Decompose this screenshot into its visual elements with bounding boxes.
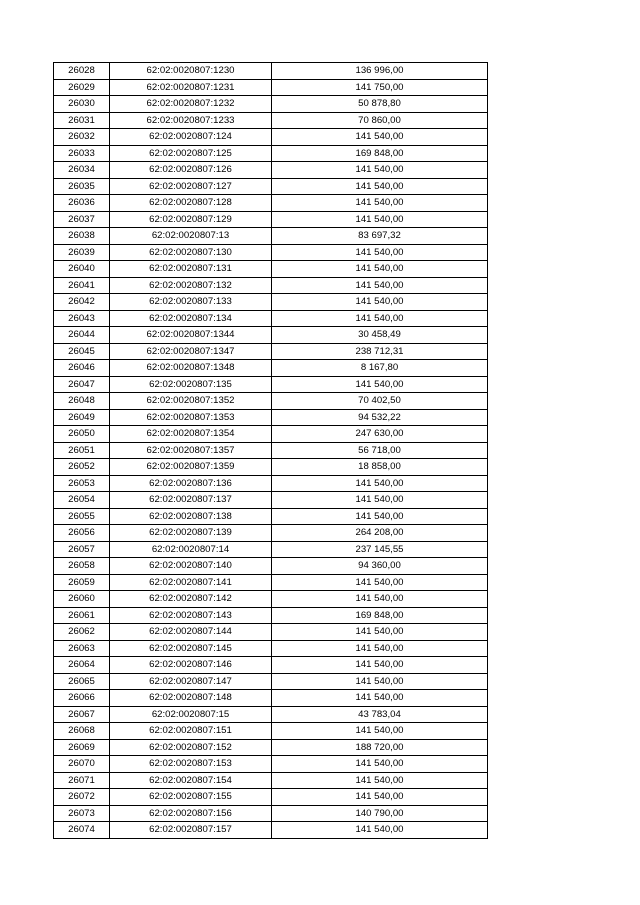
table-row (54, 426, 488, 443)
value-cell: 70 860,00 (272, 112, 488, 129)
table-row (54, 244, 488, 261)
table-row (54, 640, 488, 657)
value-cell: 141 540,00 (272, 492, 488, 509)
value-cell: 140 790,00 (272, 805, 488, 822)
cadastral-number-cell: 62:02:0020807:1354 (110, 426, 272, 443)
table-row (54, 690, 488, 707)
row-number-cell: 26059 (54, 574, 110, 591)
value-cell: 141 540,00 (272, 624, 488, 641)
row-number-cell: 26068 (54, 723, 110, 740)
row-number-cell: 26049 (54, 409, 110, 426)
table-row (54, 492, 488, 509)
row-number-cell: 26037 (54, 211, 110, 228)
cadastral-number-cell: 62:02:0020807:147 (110, 673, 272, 690)
row-number-cell: 26056 (54, 525, 110, 542)
value-cell: 141 540,00 (272, 574, 488, 591)
table-row (54, 442, 488, 459)
row-number-cell: 26046 (54, 360, 110, 377)
cadastral-number-cell: 62:02:0020807:14 (110, 541, 272, 558)
row-number-cell: 26071 (54, 772, 110, 789)
table-row (54, 723, 488, 740)
cadastral-number-cell: 62:02:0020807:1353 (110, 409, 272, 426)
value-cell: 141 540,00 (272, 657, 488, 674)
row-number-cell: 26051 (54, 442, 110, 459)
row-number-cell: 26067 (54, 706, 110, 723)
cadastral-number-cell: 62:02:0020807:140 (110, 558, 272, 575)
table-row (54, 228, 488, 245)
table-row (54, 739, 488, 756)
cadastral-number-cell: 62:02:0020807:156 (110, 805, 272, 822)
row-number-cell: 26054 (54, 492, 110, 509)
value-cell: 30 458,49 (272, 327, 488, 344)
value-cell: 141 540,00 (272, 178, 488, 195)
row-number-cell: 26060 (54, 591, 110, 608)
table-row (54, 756, 488, 773)
cadastral-number-cell: 62:02:0020807:132 (110, 277, 272, 294)
table-body (54, 63, 488, 839)
cadastral-number-cell: 62:02:0020807:127 (110, 178, 272, 195)
value-cell: 141 540,00 (272, 772, 488, 789)
value-cell: 169 848,00 (272, 607, 488, 624)
table-row (54, 261, 488, 278)
row-number-cell: 26041 (54, 277, 110, 294)
table-row (54, 624, 488, 641)
table-row (54, 63, 488, 80)
row-number-cell: 26031 (54, 112, 110, 129)
row-number-cell: 26032 (54, 129, 110, 146)
cadastral-number-cell: 62:02:0020807:137 (110, 492, 272, 509)
row-number-cell: 26034 (54, 162, 110, 179)
table-row (54, 574, 488, 591)
table-row (54, 145, 488, 162)
value-cell: 141 540,00 (272, 508, 488, 525)
row-number-cell: 26038 (54, 228, 110, 245)
value-cell: 141 540,00 (272, 789, 488, 806)
cadastral-number-cell: 62:02:0020807:157 (110, 822, 272, 839)
value-cell: 70 402,50 (272, 393, 488, 410)
value-cell: 238 712,31 (272, 343, 488, 360)
cadastral-number-cell: 62:02:0020807:1359 (110, 459, 272, 476)
table-row (54, 277, 488, 294)
value-cell: 141 540,00 (272, 261, 488, 278)
value-cell: 50 878,80 (272, 96, 488, 113)
value-cell: 8 167,80 (272, 360, 488, 377)
cadastral-number-cell: 62:02:0020807:130 (110, 244, 272, 261)
cadastral-number-cell: 62:02:0020807:1347 (110, 343, 272, 360)
table-row (54, 195, 488, 212)
value-cell: 94 532,22 (272, 409, 488, 426)
table-row (54, 327, 488, 344)
cadastral-number-cell: 62:02:0020807:153 (110, 756, 272, 773)
value-cell: 141 540,00 (272, 244, 488, 261)
row-number-cell: 26040 (54, 261, 110, 278)
cadastral-number-cell: 62:02:0020807:143 (110, 607, 272, 624)
value-cell: 141 540,00 (272, 756, 488, 773)
table-row (54, 772, 488, 789)
cadastral-number-cell: 62:02:0020807:152 (110, 739, 272, 756)
row-number-cell: 26061 (54, 607, 110, 624)
value-cell: 247 630,00 (272, 426, 488, 443)
row-number-cell: 26070 (54, 756, 110, 773)
row-number-cell: 26058 (54, 558, 110, 575)
value-cell: 141 540,00 (272, 673, 488, 690)
cadastral-number-cell: 62:02:0020807:125 (110, 145, 272, 162)
cadastral-number-cell: 62:02:0020807:124 (110, 129, 272, 146)
cadastral-number-cell: 62:02:0020807:134 (110, 310, 272, 327)
cadastral-number-cell: 62:02:0020807:151 (110, 723, 272, 740)
cadastral-number-cell: 62:02:0020807:135 (110, 376, 272, 393)
table-row (54, 162, 488, 179)
cadastral-number-cell: 62:02:0020807:15 (110, 706, 272, 723)
cadastral-number-cell: 62:02:0020807:141 (110, 574, 272, 591)
row-number-cell: 26039 (54, 244, 110, 261)
cadastral-number-cell: 62:02:0020807:1233 (110, 112, 272, 129)
row-number-cell: 26042 (54, 294, 110, 311)
cadastral-number-cell: 62:02:0020807:142 (110, 591, 272, 608)
row-number-cell: 26047 (54, 376, 110, 393)
value-cell: 141 540,00 (272, 723, 488, 740)
row-number-cell: 26064 (54, 657, 110, 674)
cadastral-number-cell: 62:02:0020807:138 (110, 508, 272, 525)
table-row (54, 541, 488, 558)
value-cell: 43 783,04 (272, 706, 488, 723)
row-number-cell: 26065 (54, 673, 110, 690)
cadastral-number-cell: 62:02:0020807:129 (110, 211, 272, 228)
cadastral-number-cell: 62:02:0020807:154 (110, 772, 272, 789)
row-number-cell: 26029 (54, 79, 110, 96)
value-cell: 141 540,00 (272, 211, 488, 228)
table-row (54, 673, 488, 690)
value-cell: 141 540,00 (272, 376, 488, 393)
table-row (54, 211, 488, 228)
row-number-cell: 26043 (54, 310, 110, 327)
cadastral-number-cell: 62:02:0020807:1344 (110, 327, 272, 344)
table-row (54, 657, 488, 674)
value-cell: 141 540,00 (272, 640, 488, 657)
value-cell: 56 718,00 (272, 442, 488, 459)
cadastral-number-cell: 62:02:0020807:155 (110, 789, 272, 806)
value-cell: 141 540,00 (272, 129, 488, 146)
value-cell: 141 750,00 (272, 79, 488, 96)
value-cell: 94 360,00 (272, 558, 488, 575)
row-number-cell: 26044 (54, 327, 110, 344)
row-number-cell: 26033 (54, 145, 110, 162)
value-cell: 141 540,00 (272, 277, 488, 294)
table-row (54, 79, 488, 96)
row-number-cell: 26057 (54, 541, 110, 558)
cadastral-number-cell: 62:02:0020807:1230 (110, 63, 272, 80)
table-row (54, 558, 488, 575)
cadastral-number-cell: 62:02:0020807:131 (110, 261, 272, 278)
table-row (54, 178, 488, 195)
row-number-cell: 26035 (54, 178, 110, 195)
value-cell: 141 540,00 (272, 162, 488, 179)
cadastral-number-cell: 62:02:0020807:139 (110, 525, 272, 542)
cadastral-number-cell: 62:02:0020807:13 (110, 228, 272, 245)
table-row (54, 706, 488, 723)
cadastral-value-table (53, 62, 488, 839)
row-number-cell: 26063 (54, 640, 110, 657)
cadastral-number-cell: 62:02:0020807:145 (110, 640, 272, 657)
table-row (54, 525, 488, 542)
row-number-cell: 26048 (54, 393, 110, 410)
cadastral-number-cell: 62:02:0020807:1348 (110, 360, 272, 377)
value-cell: 18 858,00 (272, 459, 488, 476)
cadastral-number-cell: 62:02:0020807:1231 (110, 79, 272, 96)
row-number-cell: 26030 (54, 96, 110, 113)
row-number-cell: 26069 (54, 739, 110, 756)
cadastral-number-cell: 62:02:0020807:1357 (110, 442, 272, 459)
table-row (54, 360, 488, 377)
table-row (54, 789, 488, 806)
table-row (54, 459, 488, 476)
cadastral-number-cell: 62:02:0020807:133 (110, 294, 272, 311)
table-row (54, 112, 488, 129)
table-row (54, 805, 488, 822)
table-row (54, 376, 488, 393)
row-number-cell: 26053 (54, 475, 110, 492)
table-row (54, 591, 488, 608)
value-cell: 141 540,00 (272, 475, 488, 492)
value-cell: 141 540,00 (272, 310, 488, 327)
cadastral-number-cell: 62:02:0020807:128 (110, 195, 272, 212)
row-number-cell: 26062 (54, 624, 110, 641)
row-number-cell: 26072 (54, 789, 110, 806)
row-number-cell: 26055 (54, 508, 110, 525)
cadastral-number-cell: 62:02:0020807:1232 (110, 96, 272, 113)
table-row (54, 475, 488, 492)
row-number-cell: 26028 (54, 63, 110, 80)
cadastral-number-cell: 62:02:0020807:146 (110, 657, 272, 674)
value-cell: 141 540,00 (272, 195, 488, 212)
row-number-cell: 26036 (54, 195, 110, 212)
table-row (54, 129, 488, 146)
cadastral-number-cell: 62:02:0020807:136 (110, 475, 272, 492)
table-row (54, 393, 488, 410)
row-number-cell: 26052 (54, 459, 110, 476)
value-cell: 141 540,00 (272, 690, 488, 707)
value-cell: 169 848,00 (272, 145, 488, 162)
value-cell: 83 697,32 (272, 228, 488, 245)
value-cell: 141 540,00 (272, 591, 488, 608)
table-row (54, 310, 488, 327)
cadastral-number-cell: 62:02:0020807:1352 (110, 393, 272, 410)
table-row (54, 343, 488, 360)
table-row (54, 822, 488, 839)
row-number-cell: 26074 (54, 822, 110, 839)
table-row (54, 409, 488, 426)
row-number-cell: 26050 (54, 426, 110, 443)
value-cell: 188 720,00 (272, 739, 488, 756)
table-row (54, 294, 488, 311)
value-cell: 136 996,00 (272, 63, 488, 80)
table-row (54, 508, 488, 525)
value-cell: 237 145,55 (272, 541, 488, 558)
value-cell: 141 540,00 (272, 294, 488, 311)
cadastral-number-cell: 62:02:0020807:144 (110, 624, 272, 641)
table-row (54, 607, 488, 624)
row-number-cell: 26066 (54, 690, 110, 707)
value-cell: 264 208,00 (272, 525, 488, 542)
table-row (54, 96, 488, 113)
cadastral-number-cell: 62:02:0020807:148 (110, 690, 272, 707)
value-cell: 141 540,00 (272, 822, 488, 839)
row-number-cell: 26045 (54, 343, 110, 360)
row-number-cell: 26073 (54, 805, 110, 822)
cadastral-number-cell: 62:02:0020807:126 (110, 162, 272, 179)
